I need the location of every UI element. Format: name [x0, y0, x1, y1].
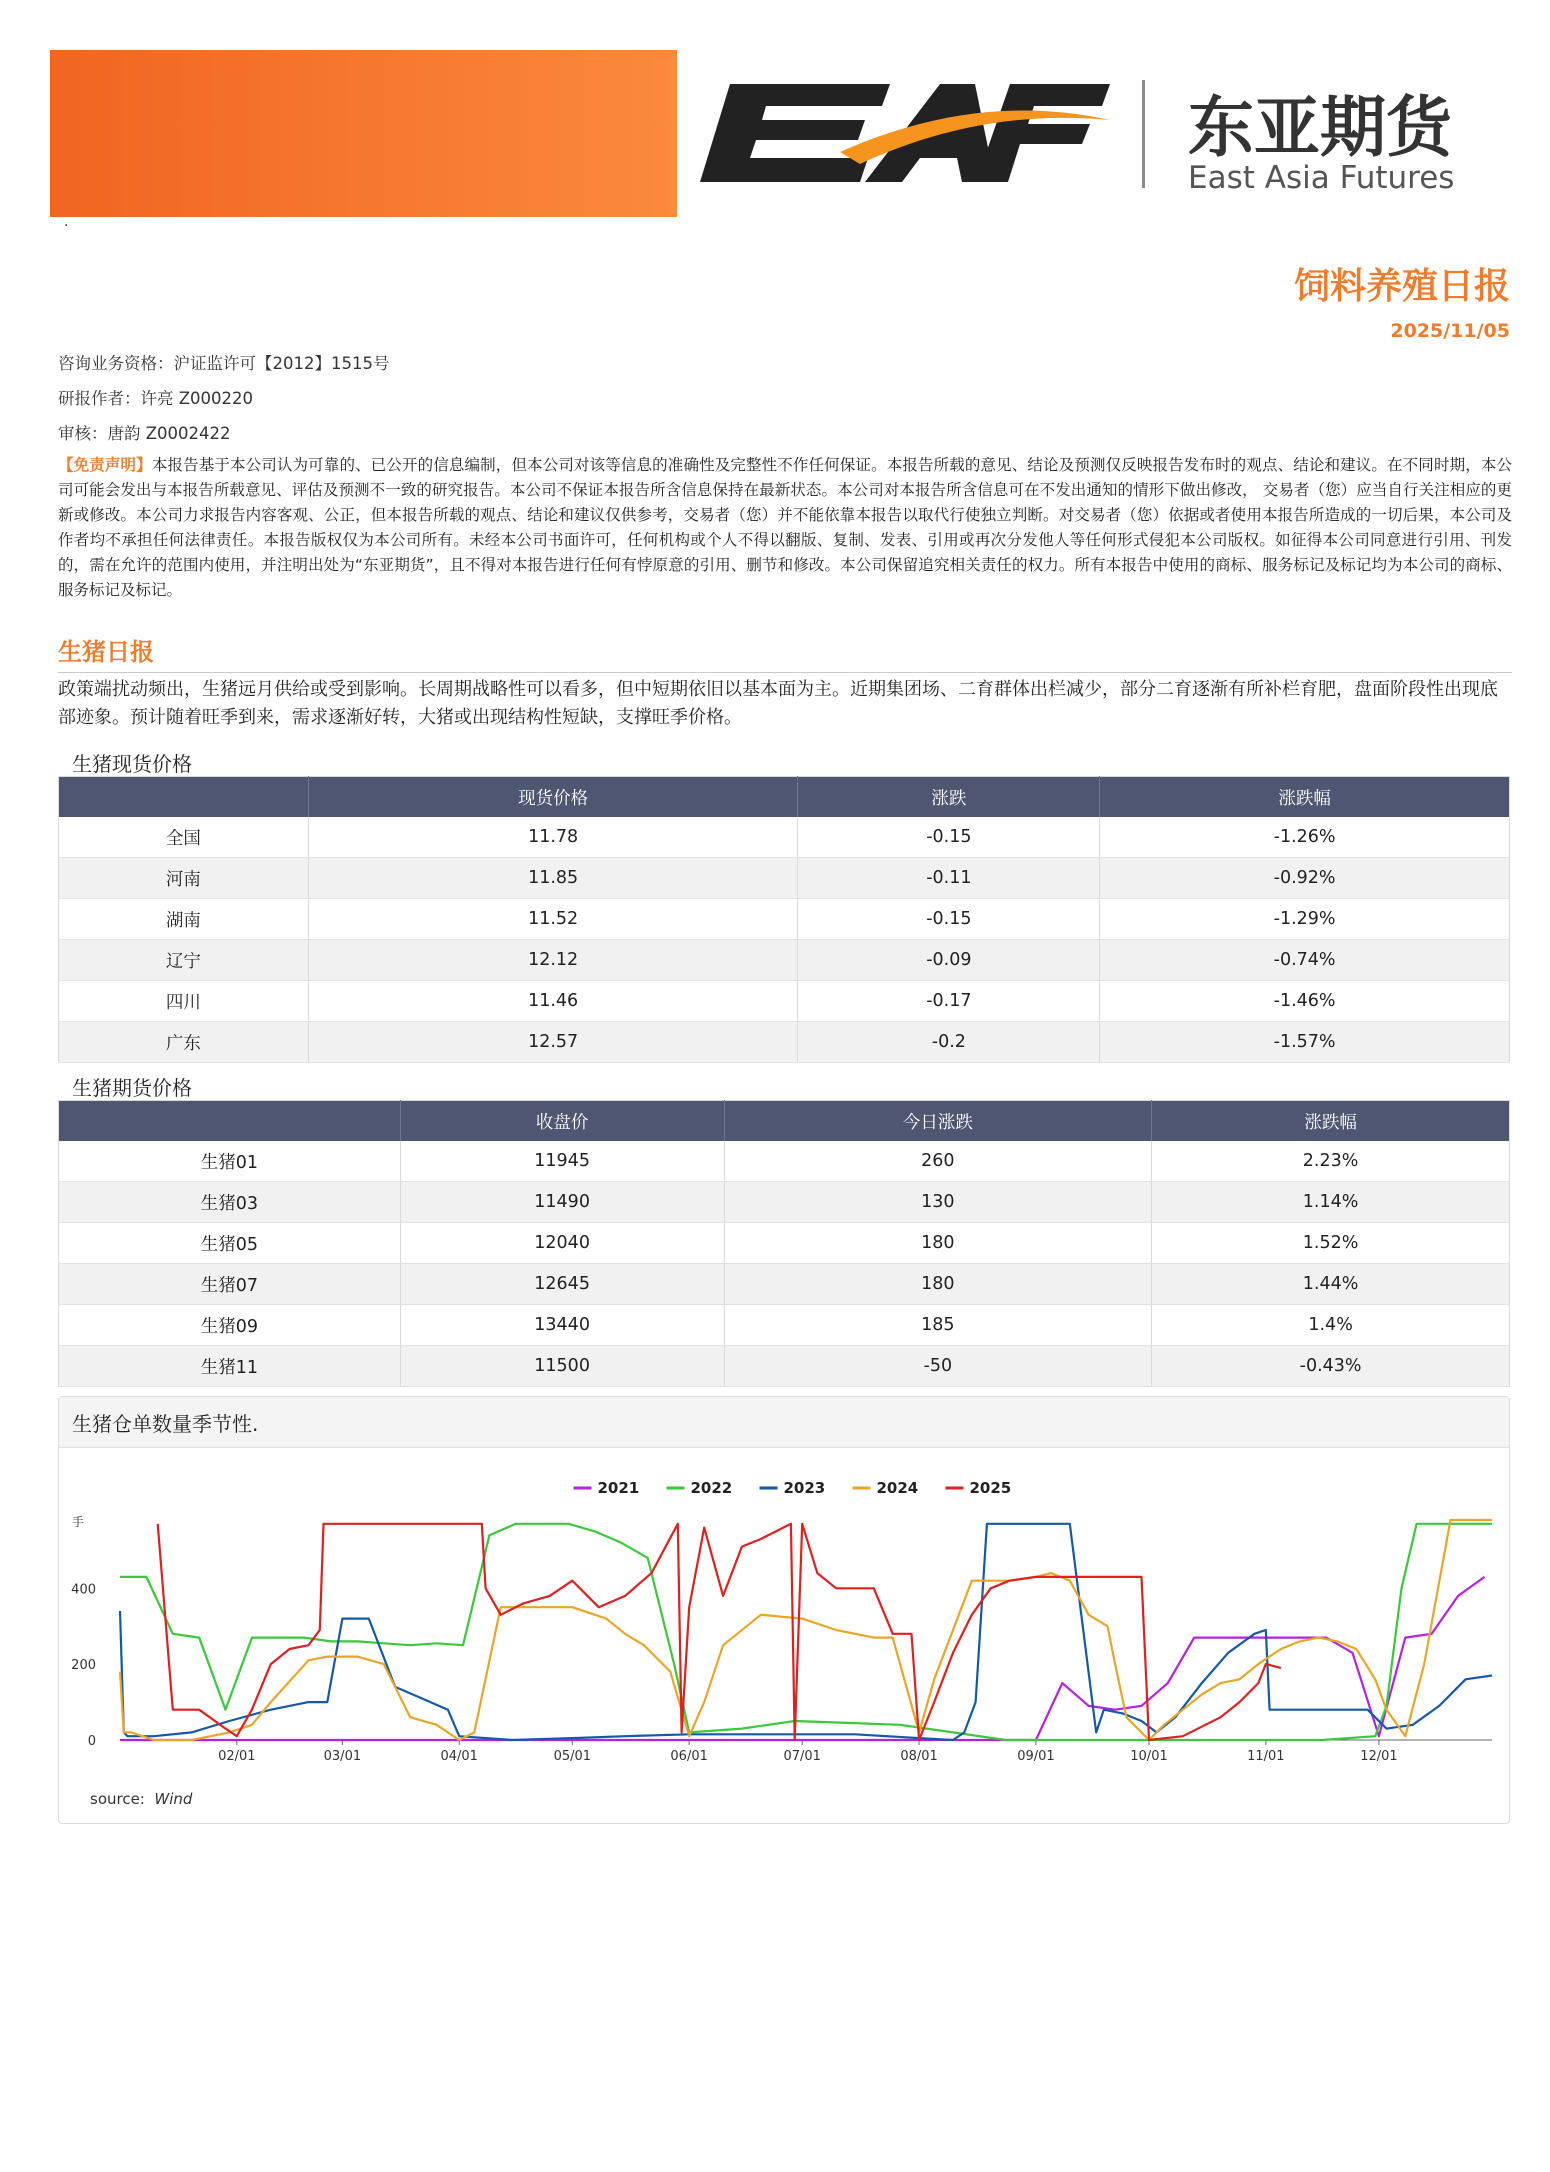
- x-tick-label: 03/01: [323, 1749, 362, 1764]
- series-line-2025: [158, 1524, 1281, 1740]
- table-cell: -0.2: [798, 1022, 1100, 1063]
- section-summary: 政策端扰动频出，生猪远月供给或受到影响。长周期战略性可以看多，但中短期依旧以基本面为主。近期集团场、二育群体出栏减少，部分二育逐渐有所补栏育肥，盘面阶段性出现底部迹象。预计随着旺季到来，需求逐渐好转，大猪或出现结构性短缺，支撑旺季价格。: [58, 679, 1498, 728]
- table-cell: 11.52: [308, 899, 798, 940]
- table-cell: 180: [724, 1264, 1152, 1305]
- series-line-2023: [120, 1524, 1492, 1740]
- report-title: 饲料养殖日报: [1293, 266, 1510, 307]
- section-title: 生猪日报: [58, 638, 154, 666]
- y-tick-label: 0: [87, 1734, 96, 1749]
- table-cell: 生猪09: [59, 1305, 401, 1346]
- table-cell: -1.57%: [1100, 1022, 1510, 1063]
- table-cell: 生猪01: [59, 1141, 401, 1182]
- table-cell: -50: [724, 1346, 1152, 1387]
- table-cell: 湖南: [59, 899, 309, 940]
- table-cell: -0.15: [798, 899, 1100, 940]
- column-header: 涨跌幅: [1152, 1101, 1510, 1142]
- table-cell: 12645: [400, 1264, 724, 1305]
- table-cell: 12.57: [308, 1022, 798, 1063]
- table-cell: 1.52%: [1152, 1223, 1510, 1264]
- table-row: [59, 940, 1510, 981]
- table-cell: -1.29%: [1100, 899, 1510, 940]
- series-line-2024: [120, 1520, 1492, 1740]
- legend-label: 2023: [783, 1479, 826, 1497]
- eaf-logo: [690, 72, 1528, 202]
- table-cell: 2.23%: [1152, 1141, 1510, 1182]
- table-cell: 13440: [400, 1305, 724, 1346]
- table-row: [59, 1346, 1510, 1387]
- table-cell: 11490: [400, 1182, 724, 1223]
- table-cell: 河南: [59, 858, 309, 899]
- table-cell: 1.44%: [1152, 1264, 1510, 1305]
- table-cell: 1.14%: [1152, 1182, 1510, 1223]
- logo-divider: [1142, 80, 1145, 188]
- table-cell: 全国: [59, 817, 309, 858]
- table-cell: -0.17: [798, 981, 1100, 1022]
- column-header: 今日涨跌: [724, 1101, 1152, 1142]
- logo-cn-name: 东亚期货: [1188, 89, 1452, 166]
- legend-label: 2024: [876, 1479, 919, 1497]
- source-label: source:: [90, 1790, 145, 1808]
- table-cell: 四川: [59, 981, 309, 1022]
- license-info: 咨询业务资格：沪证监许可【2012】1515号: [58, 354, 390, 373]
- column-header: 涨跌幅: [1100, 777, 1510, 818]
- table-row: [59, 1223, 1510, 1264]
- table-row: [59, 981, 1510, 1022]
- disclaimer: [58, 453, 1512, 603]
- table-cell: 广东: [59, 1022, 309, 1063]
- report-date: 2025/11/05: [1390, 320, 1510, 342]
- column-header: 现货价格: [308, 777, 798, 818]
- table-row: [59, 817, 1510, 858]
- section-divider: [58, 672, 1512, 673]
- table-cell: 11945: [400, 1141, 724, 1182]
- table-row: [59, 1264, 1510, 1305]
- table-cell: -0.92%: [1100, 858, 1510, 899]
- series-line-2022: [120, 1524, 1492, 1740]
- chart-header: [59, 1397, 1509, 1448]
- x-tick-label: 05/01: [553, 1749, 592, 1764]
- table-cell: 11.78: [308, 817, 798, 858]
- table-row: [59, 899, 1510, 940]
- table-cell: -1.46%: [1100, 981, 1510, 1022]
- header-orange-banner: [50, 50, 677, 217]
- chart-source: [90, 1790, 192, 1808]
- table-row: [59, 1305, 1510, 1346]
- table-row: [59, 1182, 1510, 1223]
- table-cell: 辽宁: [59, 940, 309, 981]
- chart-title: 生猪仓单数量季节性.: [72, 1412, 259, 1436]
- table-row: [59, 1141, 1510, 1182]
- legend-label: 2021: [597, 1479, 640, 1497]
- table-row: [59, 858, 1510, 899]
- table-cell: 11.46: [308, 981, 798, 1022]
- header-dot: ·: [64, 218, 69, 234]
- x-tick-label: 09/01: [1017, 1749, 1055, 1764]
- table-cell: 生猪05: [59, 1223, 401, 1264]
- table-cell: 12.12: [308, 940, 798, 981]
- x-tick-label: 11/01: [1247, 1749, 1285, 1764]
- table-cell: 185: [724, 1305, 1152, 1346]
- table-cell: -0.15: [798, 817, 1100, 858]
- column-header: 涨跌: [798, 777, 1100, 818]
- table-cell: 11.85: [308, 858, 798, 899]
- warehouse-receipt-chart: [60, 1450, 1506, 1788]
- table-cell: 1.4%: [1152, 1305, 1510, 1346]
- disclaimer-text: 本报告基于本公司认为可靠的、已公开的信息编制，但本公司对该等信息的准确性及完整性不作任何保证。本报告所载的意见、结论及预测仅反映报告发布时的观点、结论和建议。在不同时期，本公司可能会发出与本报告所载意见、评估及预测不一致的研究报告。本公司不保证本报告所含信息保持在最新状态。本公司对本报告所含信息可在不发出通知的情形下做出修改， 交易者（您）应当自行关注相应的更新或修改。本公司力求报告内容客观、公正，但本报告所载的观点、结论和建议仅供参考，交易者（您）并不能依靠本报告以取代行使独立判断。对交易者（您）依据或者使用本报告所造成的一切后果，本公司及作者均不承担任何法律责任。本报告版权仅为本公司所有。未经本公司书面许可，任何机构或个人不得以翻版、复制、发表、引用或再次分发他人等任何形式侵犯本公司版权。如征得本公司同意进行引用、刊发的，需在允许的范围内使用，并注明出处为“东亚期货”，且不得对本报告进行任何有悖原意的引用、删节和修改。本公司保留追究相关责任的权力。所有本报告中使用的商标、服务标记及标记均为本公司的商标、服务标记及标记。: [58, 456, 1512, 599]
- y-tick-label: 400: [71, 1582, 96, 1598]
- table-cell: -1.26%: [1100, 817, 1510, 858]
- column-header: [59, 777, 309, 818]
- x-tick-label: 06/01: [670, 1749, 708, 1764]
- column-header: 收盘价: [400, 1101, 724, 1142]
- disclaimer-tag: 【免责声明】: [58, 456, 152, 474]
- table-cell: 130: [724, 1182, 1152, 1223]
- table-cell: 12040: [400, 1223, 724, 1264]
- table-cell: -0.74%: [1100, 940, 1510, 981]
- futures-price-table: [58, 1100, 1510, 1387]
- source-value: Wind: [154, 1790, 193, 1808]
- x-tick-label: 10/01: [1130, 1749, 1168, 1764]
- column-header: [59, 1101, 401, 1142]
- table-cell: -0.43%: [1152, 1346, 1510, 1387]
- spot-price-table: [58, 776, 1510, 1063]
- table-cell: 生猪03: [59, 1182, 401, 1223]
- author-info: 研报作者：许亮 Z000220: [58, 389, 254, 408]
- eaf-logo-mark: [700, 84, 1110, 182]
- x-tick-label: 12/01: [1360, 1749, 1398, 1764]
- table-cell: 260: [724, 1141, 1152, 1182]
- table-cell: -0.11: [798, 858, 1100, 899]
- futures-table-caption: 生猪期货价格: [72, 1076, 192, 1100]
- table-header-row: [59, 1101, 1510, 1142]
- table-cell: -0.09: [798, 940, 1100, 981]
- table-cell: 11500: [400, 1346, 724, 1387]
- y-axis-label: 手: [72, 1515, 85, 1529]
- table-cell: 生猪11: [59, 1346, 401, 1387]
- x-tick-label: 02/01: [218, 1749, 256, 1764]
- x-tick-label: 08/01: [900, 1749, 938, 1764]
- table-cell: 生猪07: [59, 1264, 401, 1305]
- table-cell: 180: [724, 1223, 1152, 1264]
- legend-label: 2022: [690, 1479, 733, 1497]
- spot-table-caption: 生猪现货价格: [72, 752, 192, 776]
- x-tick-label: 07/01: [783, 1749, 821, 1764]
- table-row: [59, 1022, 1510, 1063]
- logo-en-name: East Asia Futures: [1188, 160, 1455, 196]
- series-line-2021: [120, 1577, 1485, 1740]
- y-tick-label: 200: [71, 1658, 96, 1674]
- x-tick-label: 04/01: [440, 1749, 478, 1764]
- legend-label: 2025: [969, 1479, 1012, 1497]
- table-header-row: [59, 777, 1510, 818]
- reviewer-info: 审核：唐韵 Z0002422: [58, 424, 231, 443]
